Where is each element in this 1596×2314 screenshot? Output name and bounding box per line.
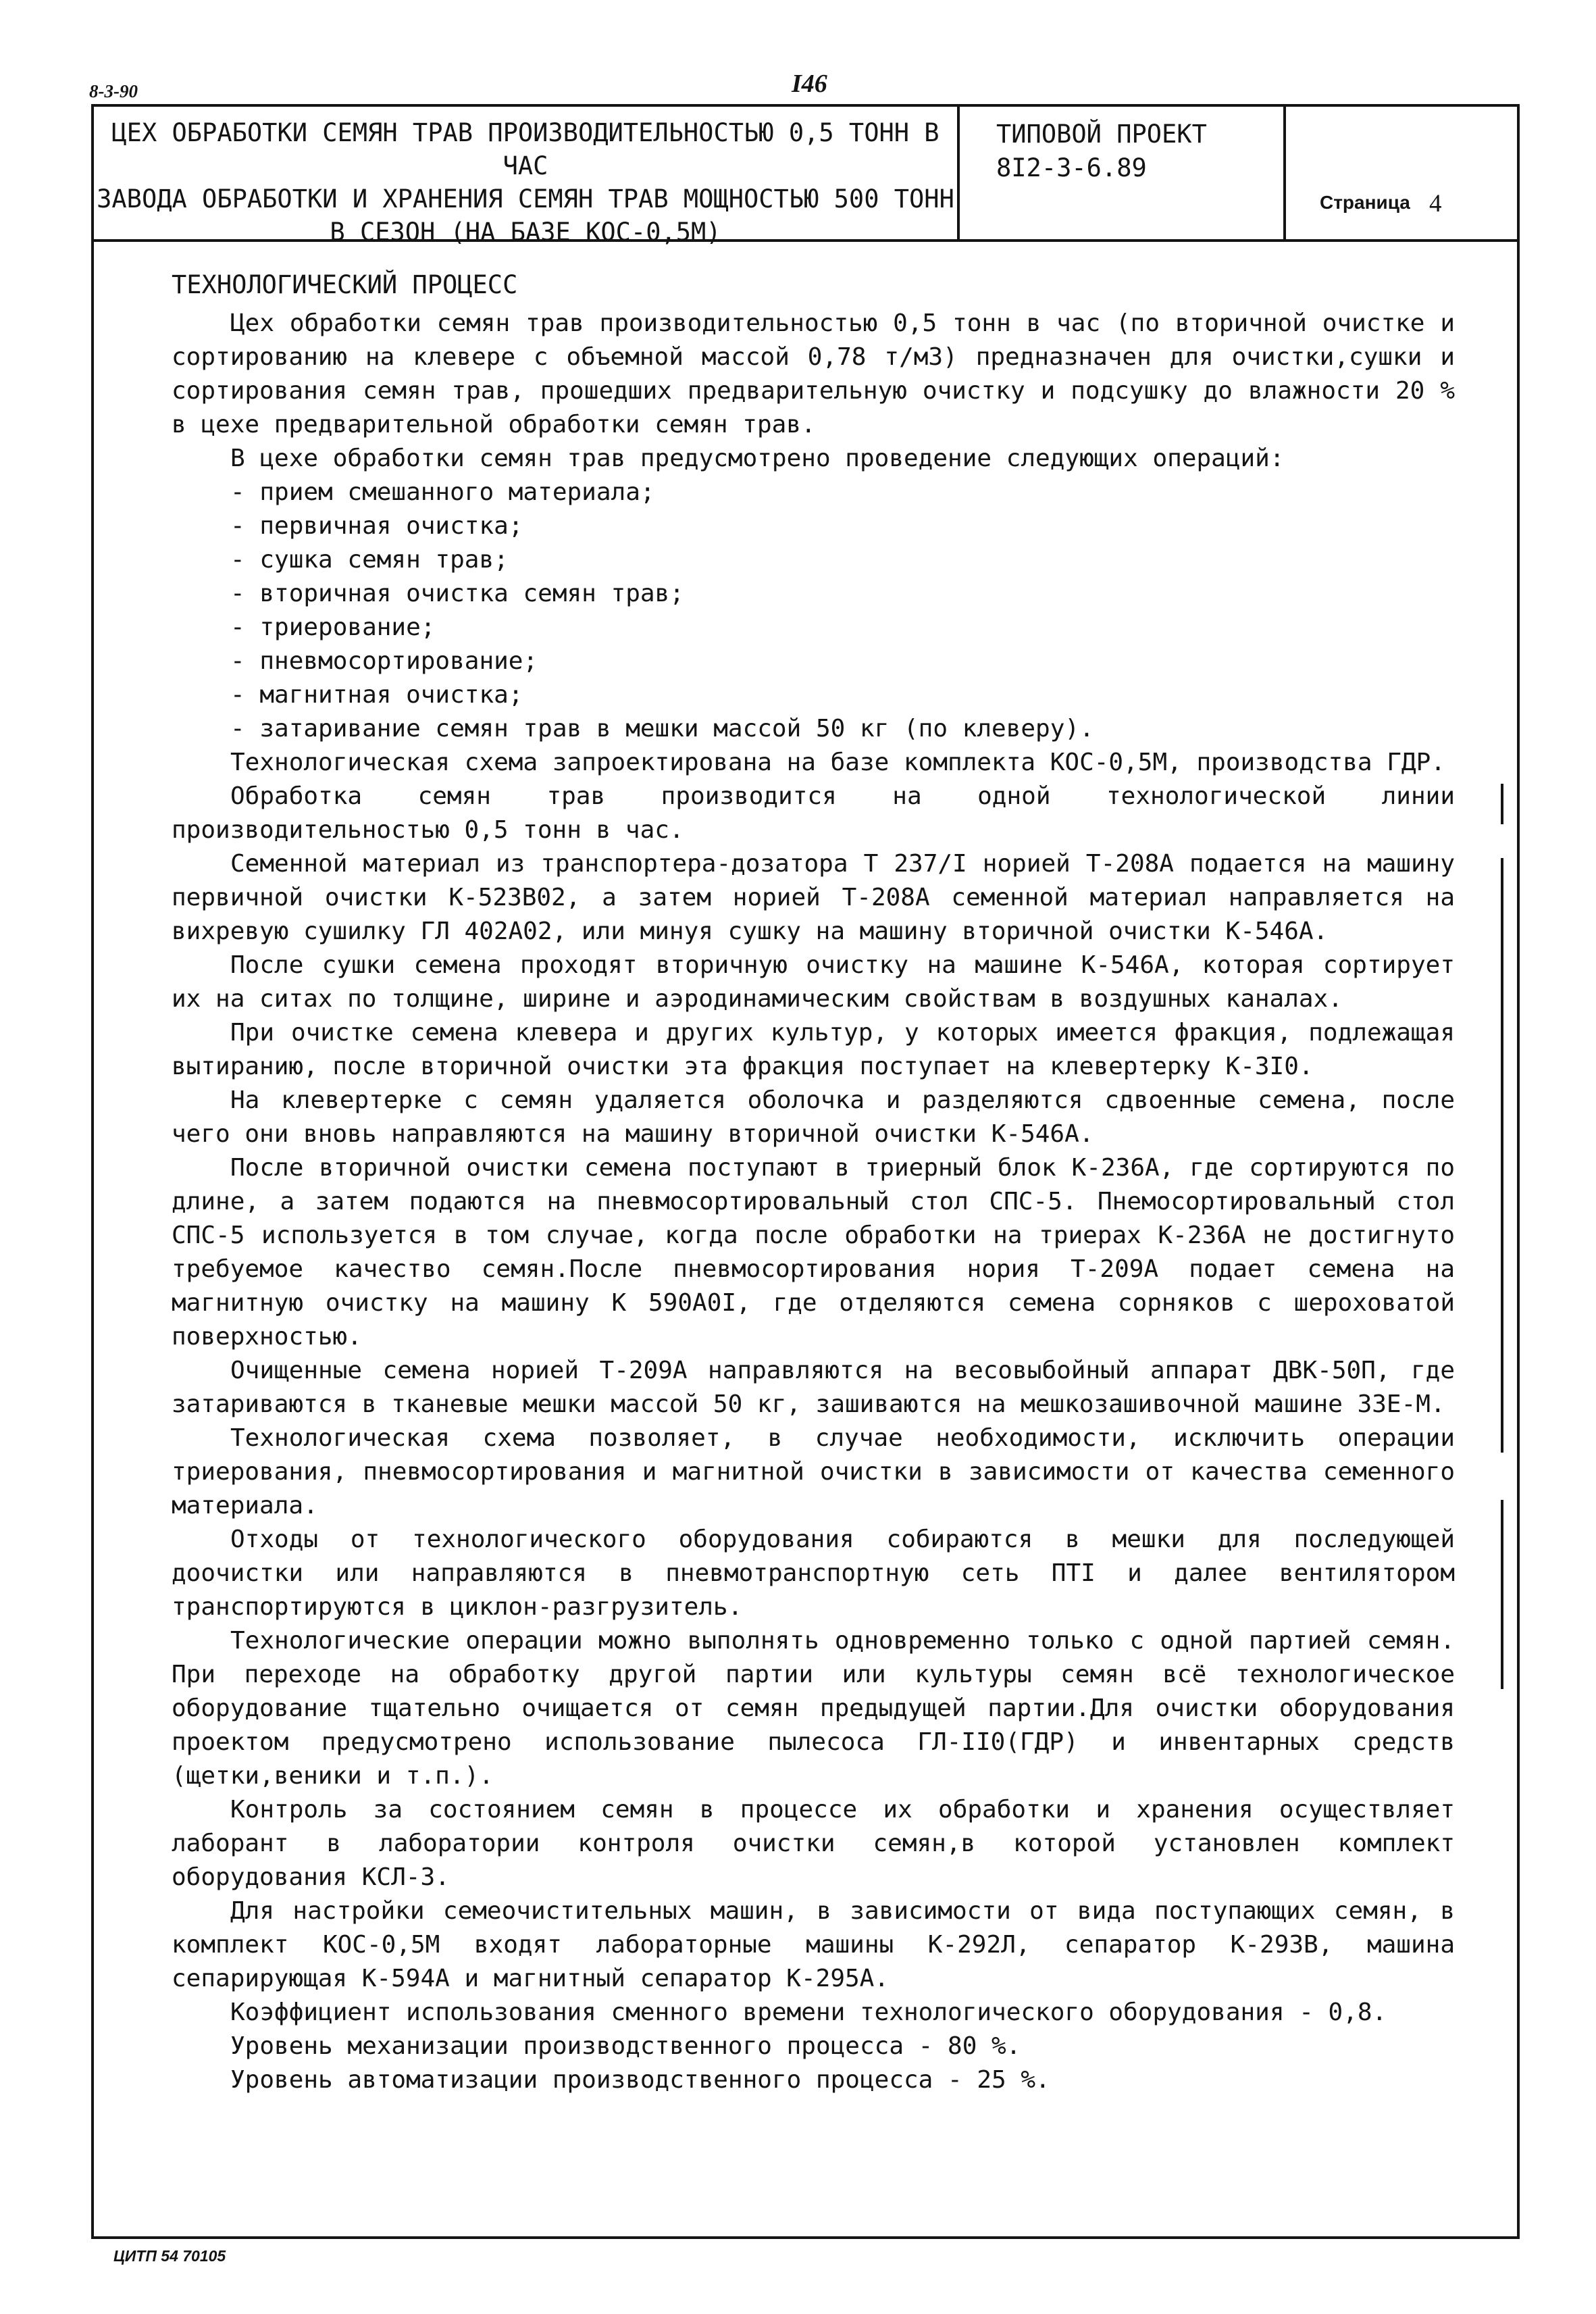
paragraph: Обработка семян трав производится на одной технологической линии производительностью 0,5 тонн в час. xyxy=(172,782,1455,844)
paragraph: Уровень механизации производственного процесса - 80 %. xyxy=(230,2032,1021,2060)
paragraph: Технологические операции можно выполнять одновременно только с одной партией семян. При переходе на обработку другой партии или культуры семян всё технологическое оборудование тщательно очищается от семян предыдущей партии.Для очистки оборудования проектом предусмотрено использование пылесоса ГЛ-II0(ГДР) и инвентарных средств (щетки,веники и т.п.). xyxy=(172,1627,1455,1790)
paragraph: Технологическая схема запроектирована на базе комплекта КОС-0,5М, производства ГДР. xyxy=(230,749,1445,776)
operations-list xyxy=(172,476,1455,746)
paragraph: Отходы от технологического оборудования собираются в мешки для последующей доочистки или направляются в пневмотранспортную сеть ПТI и далее вентилятором транспортируются в циклон-разгрузитель. xyxy=(172,1526,1455,1621)
list-item: - первичная очистка; xyxy=(230,512,523,540)
paragraph: Семенной материал из транспортера-дозатора Т 237/I норией Т-208А подается на машину первичной очистки К-523В02, а затем норией Т-208А семенной материал направляется на вихревую сушилку ГЛ 402А02, или минуя сушку на машину вторичной очистки К-546А. xyxy=(172,850,1455,945)
document-code: 8-3-90 xyxy=(89,81,138,101)
paragraph: В цехе обработки семян трав предусмотрено проведение следующих операций: xyxy=(230,445,1285,472)
revision-mark xyxy=(1501,784,1503,824)
list-item: - затаривание семян трав в мешки массой 50 кг (по клеверу). xyxy=(230,715,1094,743)
title-line: ЦЕХ ОБРАБОТКИ СЕМЯН ТРАВ ПРОИЗВОДИТЕЛЬНОСТЬЮ 0,5 ТОНН В ЧАС xyxy=(111,118,939,180)
page-info xyxy=(1286,107,1517,239)
page-number: 4 xyxy=(1429,190,1442,218)
paragraph: Технологическая схема позволяет, в случае необходимости, исключить операции триерования, пневмосортирования и магнитной очистки в зависимости от качества семенного материала. xyxy=(172,1424,1455,1519)
list-item: - магнитная очистка; xyxy=(230,681,523,709)
paragraph: Для настройки семеочистительных машин, в зависимости от вида поступающих семян, в комплект КОС-0,5М входят лабораторные машины К-292Л, сепаратор К-293В, машина сепарирующая К-594А и магнитный сепаратор К-295А. xyxy=(172,1897,1455,1992)
project-code: 8I2-3-6.89 xyxy=(996,153,1147,182)
project-info xyxy=(960,107,1286,239)
list-item: - пневмосортирование; xyxy=(230,647,538,675)
paragraph: На клевертерке с семян удаляется оболочка и разделяются сдвоенные семена, после чего они вновь направляются на машину вторичной очистки К-546А. xyxy=(172,1086,1455,1148)
list-item: - вторичная очистка семян трав; xyxy=(230,580,684,607)
paragraph: Коэффициент использования сменного времени технологического оборудования - 0,8. xyxy=(230,1998,1387,2026)
paragraph: Цех обработки семян трав производительностью 0,5 тонн в час (по вторичной очистке и сортированию на клевере с объемной массой 0,78 т/м3) предназначен для очистки,сушки и сортирования семян трав, прошедших предварительную очистку и подсушку до влажности 20 % в цехе предварительной обработки семян трав. xyxy=(172,309,1455,438)
revision-mark xyxy=(1501,1500,1503,1689)
list-item: - прием смешанного материала; xyxy=(230,478,655,506)
title-block xyxy=(94,107,1517,247)
paragraph: Очищенные семена норией Т-209А направляются на весовыбойный аппарат ДВК-50П, где затариваются в тканевые мешки массой 50 кг, зашиваются на мешкозашивочной машине 33Е-М. xyxy=(172,1357,1455,1418)
paragraph: При очистке семена клевера и других культур, у которых имеется фракция, подлежащая вытиранию, после вторичной очистки эта фракция поступает на клевертерку К-3I0. xyxy=(172,1019,1455,1080)
paragraph: Уровень автоматизации производственного процесса - 25 %. xyxy=(230,2066,1050,2094)
page-label: Страница xyxy=(1320,192,1410,213)
sheet-number: I46 xyxy=(792,70,827,98)
paragraph: После вторичной очистки семена поступают в триерный блок К-236А, где сортируются по длине, а затем подаются на пневмосортировальный стол СПС-5. Пнемосортировальный стол СПС-5 используется в том случае, когда после обработки на триерах К-236А не достигнуто требуемое качество семян.После пневмосортирования нория Т-209А подает семена на магнитную очистку на машину К 590А0I, где отделяются семена сорняков с шероховатой поверхностью. xyxy=(172,1154,1455,1351)
paragraph: Контроль за состоянием семян в процессе их обработки и хранения осуществляет лаборант в лаборатории контроля очистки семян,в которой установлен комплект оборудования КСЛ-3. xyxy=(172,1796,1455,1891)
revision-mark xyxy=(1501,858,1503,1453)
document-title xyxy=(94,107,960,247)
list-item: - триерование; xyxy=(230,613,436,641)
section-heading: ТЕХНОЛОГИЧЕСКИЙ ПРОЦЕСС xyxy=(172,270,518,299)
title-line: В СЕЗОН (НА БАЗЕ КОС-0,5М) xyxy=(330,218,721,247)
document-body xyxy=(172,268,1455,2097)
project-label: ТИПОВОЙ ПРОЕКТ xyxy=(996,120,1207,149)
footer-code: ЦИТП 54 70105 xyxy=(113,2247,226,2265)
title-line: ЗАВОДА ОБРАБОТКИ И ХРАНЕНИЯ СЕМЯН ТРАВ МОЩНОСТЬЮ 500 ТОНН xyxy=(97,184,954,213)
list-item: - сушка семян трав; xyxy=(230,546,509,574)
page-frame xyxy=(91,104,1520,2239)
paragraph: После сушки семена проходят вторичную очистку на машине К-546А, которая сортирует их на ситах по толщине, ширине и аэродинамическим свойствам в воздушных каналах. xyxy=(172,951,1455,1013)
